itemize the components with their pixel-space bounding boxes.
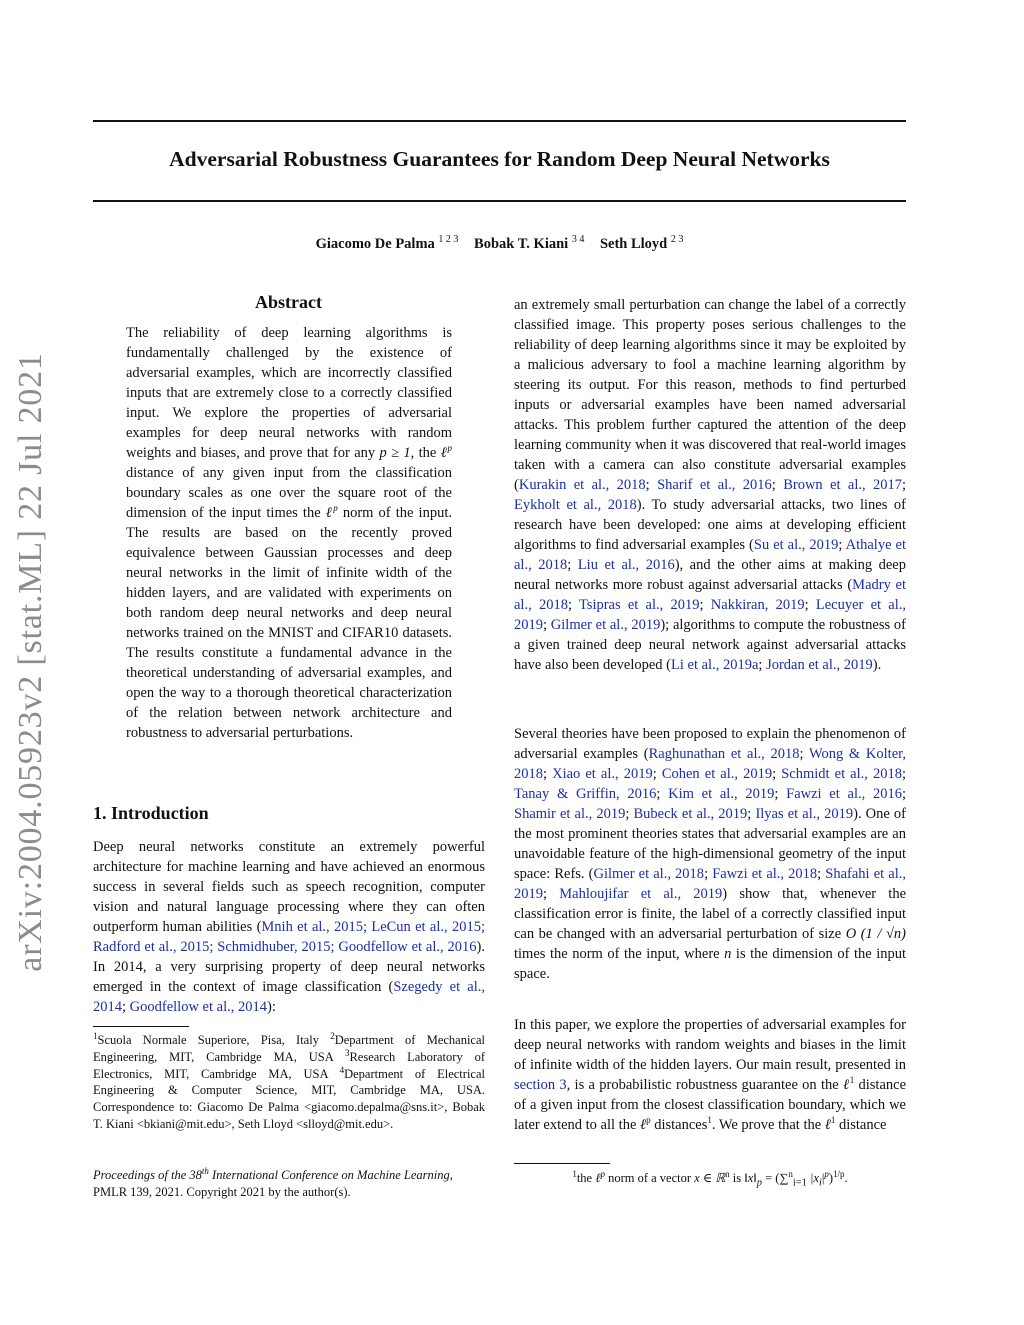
text: , is a probabilistic robustness guarantee on the [566, 1077, 843, 1093]
citation-link[interactable]: Shafahi et al., 2019 [514, 866, 906, 902]
text: is [729, 1171, 745, 1185]
text: ; [625, 806, 634, 822]
text: ) show that, whenever the classification error is finite, the label of a correctly classified input can be changed with an adversarial perturbation of size [514, 886, 906, 942]
text: an extremely small perturbation can change the label of a correctly classified image. This property poses serious challenges to the reliability of deep learning algorithms since it may be exploited by a malicious adversary to fool a machine learning algorithm by steering its output. For this reason, methods to find perturbed inputs or adversarial examples have been named adversarial attacks. This problem further captured the attention of the deep learning community when it was discovered that real-world images taken with a camera can also constitute adversarial examples ( [514, 297, 906, 493]
text: ; [901, 766, 906, 782]
text: ; [645, 477, 658, 493]
text: times the norm of the input, where [514, 946, 725, 962]
abstract-body [126, 323, 452, 743]
text: Several theories have been proposed to explain the phenomenon of adversarial examples ( [514, 726, 906, 762]
author-affil: 2 3 [670, 234, 684, 246]
text: ; [567, 597, 579, 613]
citation-link[interactable]: Wong & Kolter, 2018 [514, 746, 907, 782]
text: ). To study adversarial attacks, two lines of research have been developed: one aims at developing efficient algorithms to find adversarial examples ( [514, 497, 907, 553]
superscript: p [646, 1115, 651, 1126]
title-top-rule [93, 120, 906, 122]
citation-link[interactable]: Bubeck et al., 2019 [633, 806, 748, 822]
citation-link[interactable]: Tsipras et al., 2019 [578, 597, 700, 613]
citation-link[interactable]: Jordan et al., 2019 [766, 657, 873, 673]
text: ). In 2014, a very surprising property of deep neural networks emerged in the context of image classification ( [93, 939, 485, 995]
text: ; [758, 657, 767, 673]
citation-link[interactable]: Schmidt et al., 2018 [781, 766, 902, 782]
citation-link[interactable]: Gilmer et al., 2018 [593, 866, 705, 882]
citation-link[interactable]: Eykholt et al., 2018 [514, 497, 637, 513]
math-sub: i [818, 1177, 822, 1189]
math-sup: n [725, 1168, 730, 1179]
citation-link[interactable]: Liu et al., 2016 [577, 557, 675, 573]
math: ℓ [824, 1117, 831, 1133]
citation-link[interactable]: section 3 [514, 1077, 567, 1093]
math: ℓ [842, 1077, 850, 1093]
superscript: 1 [707, 1115, 712, 1126]
text: ; [772, 766, 782, 782]
footnote-mark: 1 [572, 1168, 577, 1179]
text: Department of Electrical Engineering & Computer Science, MIT, Cambridge MA, USA. Correspondence to: Giacomo De Palma <giacomo.depalma@sns.it>, Bobak T. Kiani <bkiani@mit.edu>, Seth Lloyd <slloyd@mit.edu>. [93, 1066, 485, 1131]
author-name: Giacomo De Palma [315, 236, 435, 252]
text: . We prove that the [711, 1117, 825, 1133]
math: |x [806, 1171, 819, 1185]
citation-link[interactable]: Tanay & Griffin, 2016 [514, 786, 657, 802]
text: Department of Mechanical Engineering, MIT, Cambridge MA, USA [93, 1033, 486, 1064]
citation-link[interactable]: Kim et al., 2019 [668, 786, 775, 802]
math: = (∑ [761, 1171, 789, 1185]
text: ; [901, 786, 907, 802]
math: ℓ [640, 1117, 647, 1133]
citation-link[interactable]: Cohen et al., 2019 [661, 766, 773, 782]
text: distance of any given input from the classification boundary scales as one over the square root of the dimension of the input times the [126, 465, 452, 521]
citation-link[interactable]: Lecuyer et al., 2019 [514, 597, 906, 633]
citation-link[interactable]: Gilmer et al., 2019 [550, 617, 661, 633]
text: norm of a vector [604, 1171, 695, 1185]
text: Research Laboratory of Electronics, MIT, Cambridge MA, USA [93, 1049, 486, 1081]
text: ; [567, 557, 578, 573]
math-sup: p [824, 1168, 829, 1179]
citation-link[interactable]: Mnih et al., 2015; LeCun et al., 2015; Radford et al., 2015; Schmidhuber, 2015; Goodfellow et al., 2016 [93, 919, 485, 955]
norm-footnote [514, 1170, 906, 1192]
text: ; [543, 886, 560, 902]
citation-link[interactable]: Brown et al., 2017 [783, 477, 902, 493]
citation-link[interactable]: Szegedy et al., 2014 [93, 979, 485, 1015]
citation-link[interactable]: Shamir et al., 2019 [514, 806, 626, 822]
proceedings-notice [93, 1167, 485, 1201]
text: ; [699, 597, 711, 613]
citation-link[interactable]: Li et al., 2019a [671, 657, 759, 673]
math: ℓ [595, 1171, 601, 1185]
text: ; [652, 766, 662, 782]
text: the [576, 1171, 596, 1185]
citation-link[interactable]: Raghunathan et al., 2018 [648, 746, 800, 762]
text: ), and the other aims at making deep neural networks more robust against adversarial attacks ( [514, 557, 906, 593]
math: n [724, 946, 732, 962]
citation-link[interactable]: Mahloujifar et al., 2019 [559, 886, 723, 902]
math-sup: p [333, 503, 338, 514]
math: ℓ [325, 505, 334, 521]
author-affil: 3 4 [571, 234, 585, 246]
math-sup: n [788, 1168, 793, 1179]
math: x ∈ ℝ [694, 1171, 726, 1185]
citation-link[interactable]: Xiao et al., 2019 [552, 766, 653, 782]
citation-link[interactable]: Fawzi et al., 2016 [786, 786, 902, 802]
affiliation-footnote [93, 1032, 485, 1133]
author [316, 236, 459, 252]
text: . [844, 1171, 848, 1185]
text: ; [543, 617, 551, 633]
author-name: Seth Lloyd [599, 236, 668, 252]
text: is the dimension of the input space. [514, 946, 906, 982]
text: Proceedings of the [93, 1168, 190, 1182]
text: ; [656, 786, 669, 802]
math: ℓ [440, 445, 448, 461]
paper-title: Adversarial Robustness Guarantees for Random Deep Neural Networks [169, 147, 830, 171]
text: ). [872, 657, 882, 673]
math: | [821, 1171, 825, 1185]
citation-link[interactable]: Su et al., 2019 [753, 537, 839, 553]
author [474, 236, 584, 252]
math-sup: p [447, 443, 453, 454]
text: 38 [189, 1168, 202, 1182]
citation-link[interactable]: Fawzi et al., 2018 [712, 866, 818, 882]
text: Scuola Normale Superiore, Pisa, Italy [97, 1033, 331, 1047]
text: distance [835, 1117, 887, 1133]
text: ; [838, 537, 846, 553]
citation-link[interactable]: Nakkiran, 2019 [710, 597, 805, 613]
author-affil: 1 2 3 [438, 234, 459, 246]
text: , PMLR 139, 2021. Copyright 2021 by the author(s). [93, 1168, 453, 1199]
text: distance of a given input from the closest classification boundary, which we later extend to all the [514, 1077, 907, 1133]
body-paragraph [514, 724, 906, 984]
math: ‖x‖ [744, 1171, 757, 1185]
citation-link[interactable]: Madry et al., 2018 [514, 577, 907, 613]
citation-link[interactable]: Ilyas et al., 2019 [755, 806, 854, 822]
text: ; [799, 746, 809, 762]
footnote-mark: 1 [93, 1030, 98, 1041]
text: ; [747, 806, 756, 822]
footnote-mark: 2 [330, 1030, 335, 1041]
author [600, 236, 683, 252]
text: ; [122, 999, 130, 1015]
superscript: 1 [830, 1115, 836, 1126]
text: ; [901, 477, 906, 493]
text: ); algorithms to compute the robustness of a given trained deep neural network against adversarial attacks have also been developed ( [514, 617, 906, 673]
footnote-mark: 3 [344, 1047, 350, 1058]
math: ) [828, 1171, 834, 1185]
text: The reliability of deep learning algorithms is fundamentally challenged by the existence of adversarial examples, which are incorrectly classified inputs that are extremely close to a correctly classified input. We explore the properties of adversarial examples for deep neural networks with random weights and biases, and prove that for any [126, 325, 452, 461]
math-sup: 1/p [833, 1168, 845, 1179]
body-paragraph [514, 1015, 906, 1135]
text: ; [817, 866, 826, 882]
text: norm of the input. The results are based on the recently proved equivalence between Gaussian processes and deep neural networks in the limit of infinite width of the hidden layers, and are validated with experiments on both random deep neural networks and deep neural networks trained on the MNIST and CIFAR10 datasets. The results constitute a fundamental advance in the theoretical understanding of adversarial examples, and open the way to a thorough theoretical characterization of the relation between network architecture and robustness to adversarial perturbations. [126, 505, 452, 741]
text: ; [771, 477, 784, 493]
text: International Conference on Machine Learning [208, 1168, 450, 1182]
intro-paragraph [93, 837, 485, 1017]
section-heading: 1. Introduction [93, 803, 209, 823]
text: ): [266, 999, 276, 1015]
text: ). One of the most prominent theories states that adversarial examples are an unavoidable feature of the high-dimensional geometry of the input space: Refs. ( [514, 806, 906, 882]
arxiv-identifier: arXiv:2004.05923v2 [stat.ML] 22 Jul 2021 [12, 352, 49, 972]
text: , the [410, 445, 441, 461]
text: distances [650, 1117, 708, 1133]
math: p ≥ 1 [379, 445, 411, 461]
author-name: Bobak T. Kiani [474, 236, 569, 252]
title-bottom-rule [93, 200, 906, 202]
citation-link[interactable]: Sharif et al., 2016 [657, 477, 772, 493]
footnote-rule [514, 1163, 610, 1164]
text: ; [774, 786, 787, 802]
text: Deep neural networks constitute an extremely powerful architecture for machine learning and have achieved an enormous success in several fields such as speech recognition, computer vision and natural language processing where they can often outperform human abilities ( [93, 839, 485, 935]
text: ; [543, 766, 553, 782]
text: In this paper, we explore the properties of adversarial examples for deep neural networks with random weights and biases in the limit of infinite width of the hidden layers. Our main result, presented in [514, 1017, 906, 1073]
citation-link[interactable]: Goodfellow et al., 2014 [129, 999, 267, 1015]
superscript: 1 [849, 1075, 855, 1086]
text: ; [704, 866, 713, 882]
abstract-heading: Abstract [255, 292, 322, 312]
math-sub: i=1 [792, 1177, 807, 1189]
math: O (1 / √n) [845, 926, 906, 942]
text: th [201, 1165, 209, 1176]
math-sup: p [600, 1168, 605, 1179]
citation-link[interactable]: Athalye et al., 2018 [514, 537, 906, 573]
body-paragraph [514, 295, 906, 675]
text: ; [804, 597, 816, 613]
author-list [93, 236, 906, 253]
citation-link[interactable]: Kurakin et al., 2018 [518, 477, 646, 493]
footnote-rule [93, 1026, 189, 1027]
math-sub: p [756, 1177, 762, 1189]
footnote-mark: 4 [339, 1064, 345, 1075]
